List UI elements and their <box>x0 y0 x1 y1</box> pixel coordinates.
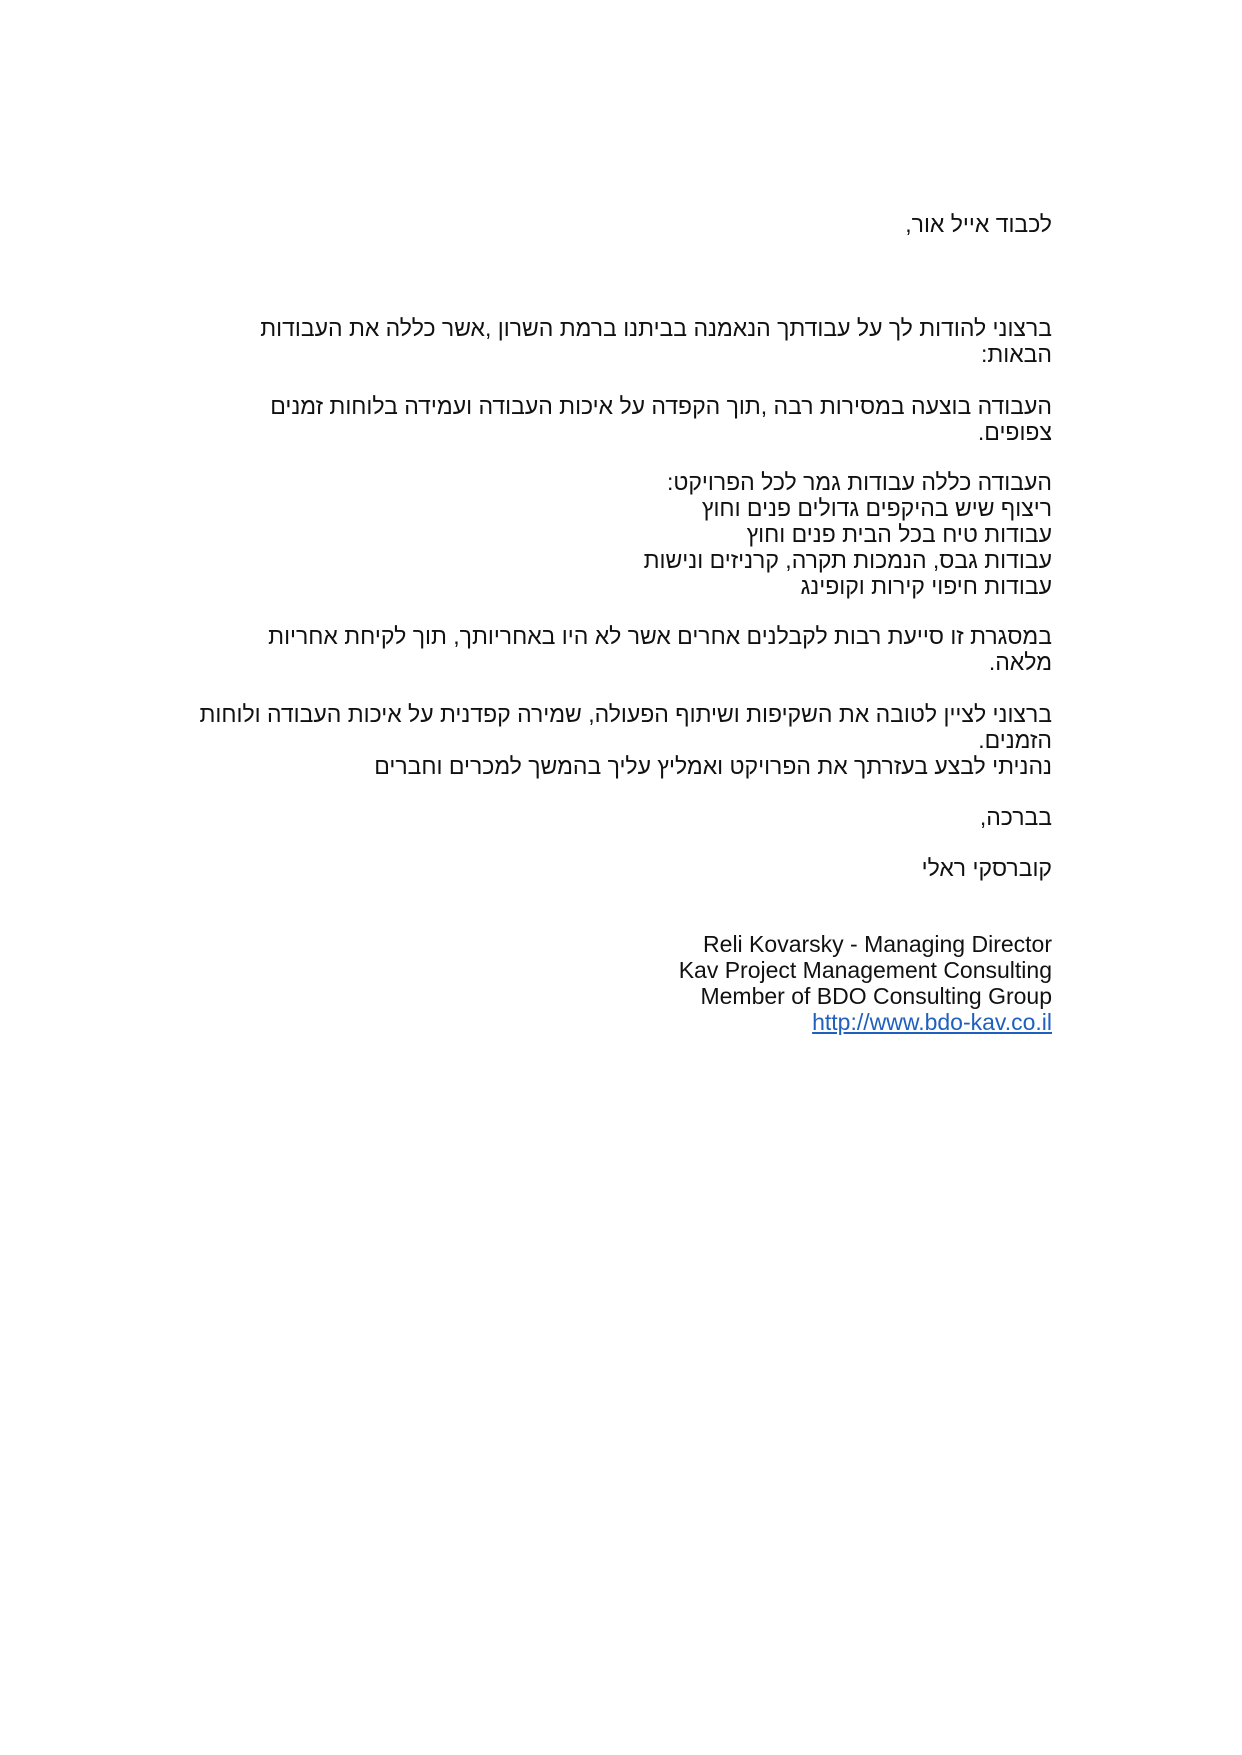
signature-group: Member of BDO Consulting Group <box>700 983 1052 1009</box>
signature-title: Reli Kovarsky - Managing Director <box>703 931 1052 957</box>
paragraph-2-line-2: צפופים. <box>977 419 1052 445</box>
paragraph-1-line-2: הבאות: <box>980 341 1052 367</box>
paragraph-3-line-2: מלאה. <box>988 649 1052 675</box>
paragraph-4-line-3: נהניתי לבצע בעזרתך את הפרויקט ואמליץ עליך בהמשך למכרים וחברים <box>374 753 1052 779</box>
closing: בברכה, <box>979 804 1052 830</box>
scope-item: עבודות טיח בכל הבית פנים וחוץ <box>746 521 1052 547</box>
paragraph-2-line-1: העבודה בוצעה במסירות רבה ,תוך הקפדה על איכות העבודה ועמידה בלוחות זמנים <box>270 393 1052 419</box>
scope-intro: העבודה כללה עבודות גמר לכל הפרויקט: <box>666 469 1052 495</box>
scope-item: ריצוף שיש בהיקפים גדולים פנים וחוץ <box>701 495 1052 521</box>
signature-name: קוברסקי ראלי <box>921 855 1052 881</box>
website-link[interactable]: http://www.bdo-kav.co.il <box>812 1009 1052 1035</box>
paragraph-1-line-1: ברצוני להודות לך על עבודתך הנאמנה בביתנו ברמת השרון ,אשר כללה את העבודות <box>260 315 1052 341</box>
paragraph-4-line-2: הזמנים. <box>978 727 1052 753</box>
paragraph-4-line-1: ברצוני לציין לטובה את השקיפות ושיתוף הפעולה, שמירה קפדנית על איכות העבודה ולוחות <box>199 701 1052 727</box>
paragraph-3-line-1: במסגרת זו סייעת רבות לקבלנים אחרים אשר לא היו באחריותך, תוך לקיחת אחריות <box>268 623 1052 649</box>
scope-item: עבודות גבס, הנמכות תקרה, קרניזים ונישות <box>643 547 1052 573</box>
salutation: לכבוד אייל אור, <box>905 211 1052 237</box>
signature-website <box>812 1008 1052 1037</box>
signature-company: Kav Project Management Consulting <box>678 957 1052 983</box>
scope-item: עבודות חיפוי קירות וקופינג <box>800 573 1052 599</box>
